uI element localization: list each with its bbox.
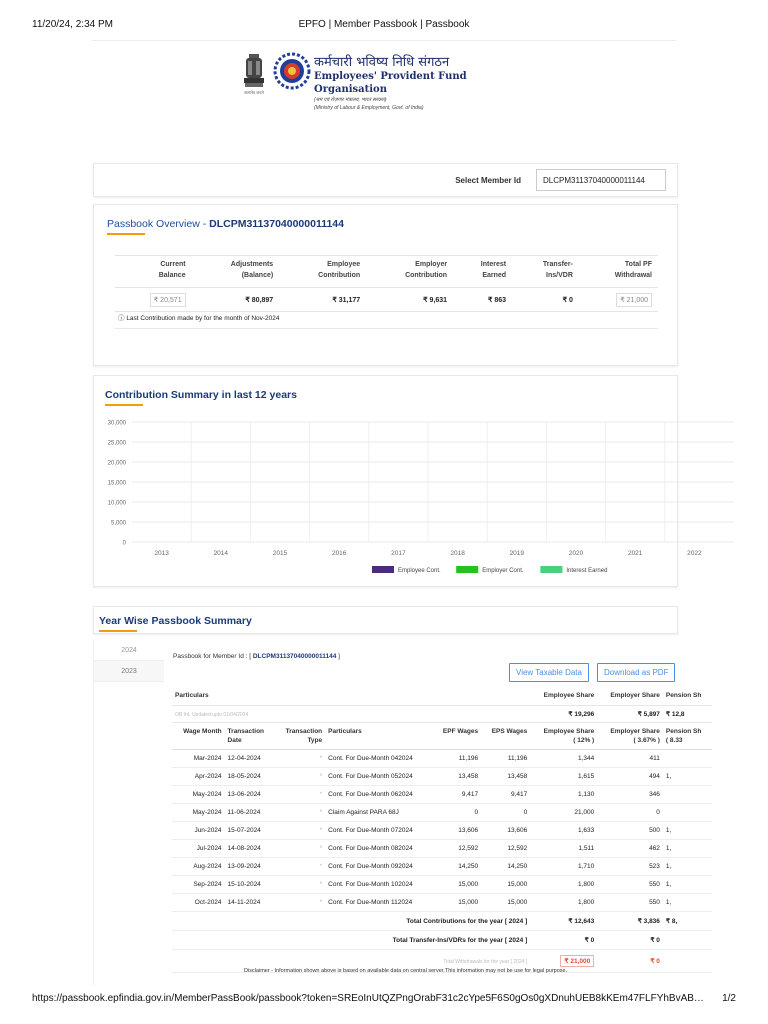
member-id-label: Select Member Id	[455, 176, 521, 185]
cell-transaction-date: 12-04-2024	[225, 750, 275, 768]
y-tick-label: 10,000	[107, 500, 126, 507]
col-eps-wages: EPS Wages	[481, 723, 530, 750]
cell-wage-month: Oct-2024	[172, 894, 225, 912]
info-icon: ⓘ	[118, 315, 125, 322]
title-underline	[99, 630, 137, 632]
print-header	[32, 19, 736, 33]
employer-contribution-value: ₹ 9,631	[366, 288, 453, 312]
cell-transaction-date: 14-08-2024	[225, 840, 275, 858]
cell-employer-share: 494	[597, 768, 663, 786]
cell-employer-share: 500	[597, 822, 663, 840]
cell-wage-month: Jun-2024	[172, 822, 225, 840]
x-tick-label: 2013	[154, 550, 169, 557]
cell-pension-share: 1,	[663, 858, 712, 876]
cell-epf-wages: 13,606	[432, 822, 481, 840]
legend-swatch	[540, 566, 562, 573]
cell-particulars: Cont. For Due-Month 062024	[325, 786, 432, 804]
cell-employer-share: 462	[597, 840, 663, 858]
total-contrib-employee: ₹ 12,643	[530, 912, 597, 931]
overview-header: Transfer- Ins/VDR	[512, 256, 579, 288]
logo-subtitle-english: (Ministry of Labour & Employment, Govt. of India)	[314, 105, 424, 111]
header-divider	[92, 40, 676, 41]
print-footer	[32, 993, 736, 1004]
total-withdrawals-label: Total Withdrawals for the year [ 2024 ]	[443, 958, 528, 965]
epfo-seal-icon	[274, 53, 310, 89]
y-tick-label: 25,000	[107, 440, 126, 447]
summary-header-employer-share: Employer Share	[597, 686, 663, 706]
x-tick-label: 2018	[450, 550, 465, 557]
pf-withdrawal-value: ₹ 21,000	[579, 288, 658, 312]
y-tick-label: 0	[122, 540, 126, 547]
cell-transaction-type: *	[275, 822, 325, 840]
total-transfers-label: Total Transfer-Ins/VDRs for the year [ 2024 ]	[172, 931, 530, 950]
passbook-table	[172, 686, 712, 973]
cell-wage-month: May-2024	[172, 804, 225, 822]
cell-transaction-type: *	[275, 804, 325, 822]
cell-employee-share: 1,710	[530, 858, 597, 876]
employee-contribution-value: ₹ 31,177	[279, 288, 366, 312]
cell-employer-share: 0	[597, 804, 663, 822]
cell-particulars: Cont. For Due-Month 052024	[325, 768, 432, 786]
overview-member-id: DLCPM31137040000011144	[209, 218, 344, 230]
cell-pension-share: 1,	[663, 840, 712, 858]
ob-employee-share: ₹ 19,296	[530, 706, 597, 723]
total-transfer-employee: ₹ 0	[530, 931, 597, 950]
yearwise-title	[99, 615, 252, 632]
total-withdraw-employee: ₹ 21,000	[530, 950, 597, 973]
current-balance-value: ₹ 20,571	[115, 288, 192, 312]
cell-wage-month: Apr-2024	[172, 768, 225, 786]
adjustments-value: ₹ 80,897	[192, 288, 280, 312]
col-employee-share: Employee Share ( 12% )	[530, 723, 597, 750]
overview-header: Employer Contribution	[366, 256, 453, 288]
x-tick-label: 2016	[331, 550, 347, 557]
cell-transaction-date: 11-06-2024	[225, 804, 275, 822]
overview-header: Interest Earned	[453, 256, 512, 288]
legend-label: Employee Cont.	[398, 568, 441, 574]
contribution-summary-card	[93, 375, 702, 587]
passbook-rows	[172, 750, 712, 912]
col-employer-share: Employer Share ( 3.67% )	[597, 723, 663, 750]
cell-particulars: Cont. For Due-Month 082024	[325, 840, 432, 858]
cell-eps-wages: 9,417	[481, 786, 530, 804]
print-page-number: 1/2	[722, 993, 736, 1004]
cell-particulars: Cont. For Due-Month 102024	[325, 876, 432, 894]
cell-employee-share: 1,800	[530, 876, 597, 894]
yearwise-title-text: Year Wise Passbook Summary	[99, 615, 252, 627]
logo-english-line1: Employees' Provident Fund	[314, 71, 467, 82]
table-row	[172, 750, 712, 768]
cell-wage-month: Mar-2024	[172, 750, 225, 768]
cell-eps-wages: 0	[481, 804, 530, 822]
col-epf-wages: EPF Wages	[432, 723, 481, 750]
x-tick-label: 2021	[627, 550, 643, 557]
total-contrib-pension: ₹ 8,	[663, 912, 712, 931]
x-tick-label: 2022	[687, 550, 702, 557]
legend-swatch	[372, 566, 394, 573]
disclaimer: Disclaimer - Information shown above is based on available data on central server.This information may not be use for legal purpose.	[244, 968, 568, 974]
col-transaction-type: Transaction Type	[275, 723, 325, 750]
y-tick-label: 20,000	[107, 460, 126, 467]
table-row	[172, 786, 712, 804]
cell-wage-month: Sep-2024	[172, 876, 225, 894]
col-pension-share: Pension Sh ( 8.33	[663, 723, 712, 750]
cell-transaction-date: 13-06-2024	[225, 786, 275, 804]
chart-title-text: Contribution Summary in last 12 years	[105, 389, 297, 401]
print-datetime: 11/20/24, 2:34 PM	[32, 19, 113, 30]
cell-employee-share: 1,633	[530, 822, 597, 840]
table-row	[172, 840, 712, 858]
cell-epf-wages: 15,000	[432, 894, 481, 912]
title-underline	[105, 404, 143, 406]
cell-transaction-type: *	[275, 768, 325, 786]
passbook-member-id: DLCPM31137040000011144	[252, 653, 337, 660]
transfer-ins-value: ₹ 0	[512, 288, 579, 312]
emblem-caption: सत्यमेव जयते	[244, 90, 264, 95]
x-tick-label: 2020	[568, 550, 584, 557]
cell-eps-wages: 13,606	[481, 822, 530, 840]
cell-particulars: Cont. For Due-Month 092024	[325, 858, 432, 876]
cell-particulars: Cont. For Due-Month 072024	[325, 822, 432, 840]
cell-pension-share	[663, 786, 712, 804]
passbook-member-label: Passbook for Member Id : [ DLCPM31137040000011144 ]	[173, 653, 340, 660]
print-page-title: EPFO | Member Passbook | Passbook	[298, 19, 470, 30]
cell-pension-share: 1,	[663, 876, 712, 894]
summary-header-pension-share: Pension Sh	[663, 686, 712, 706]
x-tick-label: 2014	[213, 550, 229, 557]
cell-eps-wages: 15,000	[481, 894, 530, 912]
ob-pension-share: ₹ 12,8	[663, 706, 712, 723]
cell-eps-wages: 12,592	[481, 840, 530, 858]
logo-english-line2: Organisation	[314, 84, 387, 95]
cell-eps-wages: 11,196	[481, 750, 530, 768]
cell-transaction-type: *	[275, 858, 325, 876]
cell-pension-share	[663, 750, 712, 768]
cell-employer-share: 550	[597, 894, 663, 912]
cell-eps-wages: 15,000	[481, 876, 530, 894]
cell-employer-share: 523	[597, 858, 663, 876]
cell-transaction-type: *	[275, 876, 325, 894]
cell-transaction-type: *	[275, 840, 325, 858]
cell-epf-wages: 9,417	[432, 786, 481, 804]
passbook-overview-card	[93, 204, 678, 366]
table-row	[172, 876, 712, 894]
overview-header: Employee Contribution	[279, 256, 366, 288]
table-row	[172, 894, 712, 912]
year-tabs	[94, 640, 164, 682]
overview-header: Adjustments (Balance)	[192, 256, 280, 288]
cell-wage-month: Jul-2024	[172, 840, 225, 858]
cell-eps-wages: 14,250	[481, 858, 530, 876]
yearwise-card	[93, 606, 678, 634]
cell-epf-wages: 11,196	[432, 750, 481, 768]
cell-wage-month: Aug-2024	[172, 858, 225, 876]
cell-epf-wages: 0	[432, 804, 481, 822]
cell-pension-share	[663, 804, 712, 822]
legend-label: Employer Cont.	[482, 568, 524, 574]
tab-2024[interactable]: 2024	[94, 640, 164, 661]
cell-transaction-type: *	[275, 894, 325, 912]
cell-employee-share: 1,130	[530, 786, 597, 804]
cell-epf-wages: 14,250	[432, 858, 481, 876]
cell-transaction-type: *	[275, 750, 325, 768]
cell-pension-share: 1,	[663, 822, 712, 840]
total-contrib-employer: ₹ 3,836	[597, 912, 663, 931]
cell-wage-month: May-2024	[172, 786, 225, 804]
view-taxable-data-button[interactable]: View Taxable Data	[509, 663, 589, 682]
overview-header: Total PF Withdrawal	[579, 256, 658, 288]
passbook-table-wrap	[172, 686, 702, 973]
member-select-card	[93, 163, 678, 197]
last-contribution-note	[118, 313, 280, 322]
overview-title	[107, 218, 344, 235]
print-url: https://passbook.epfindia.gov.in/MemberPassBook/passbook?token=SREoInUtQZPngOrabF31c2cYpe5F6S0gOs0gXDnuhUEB8kKEm47FLFYhBvAB…	[32, 993, 704, 1004]
overview-title-prefix: Passbook Overview -	[107, 218, 210, 230]
cell-particulars: Claim Against PARA 68J	[325, 804, 432, 822]
divider	[115, 328, 658, 329]
col-wage-month: Wage Month	[172, 723, 225, 750]
tab-2023[interactable]: 2023	[94, 661, 164, 682]
cell-particulars: Cont. For Due-Month 042024	[325, 750, 432, 768]
cell-transaction-date: 15-07-2024	[225, 822, 275, 840]
summary-header-particulars: Particulars	[172, 686, 530, 706]
cell-epf-wages: 13,458	[432, 768, 481, 786]
col-particulars: Particulars	[325, 723, 432, 750]
total-withdraw-employer: ₹ 0	[597, 950, 663, 973]
col-transaction-date: Transaction Date	[225, 723, 275, 750]
cell-epf-wages: 12,592	[432, 840, 481, 858]
cell-transaction-date: 13-09-2024	[225, 858, 275, 876]
chart-title	[105, 389, 297, 406]
table-row	[172, 822, 712, 840]
cell-transaction-date: 18-05-2024	[225, 768, 275, 786]
cell-pension-share: 1,	[663, 894, 712, 912]
cell-employee-share: 1,800	[530, 894, 597, 912]
summary-header-employee-share: Employee Share	[530, 686, 597, 706]
legend-swatch	[456, 566, 478, 573]
cell-transaction-date: 15-10-2024	[225, 876, 275, 894]
x-tick-label: 2017	[391, 550, 406, 557]
cell-particulars: Cont. For Due-Month 112024	[325, 894, 432, 912]
member-id-select[interactable]: DLCPM31137040000011144	[536, 169, 666, 191]
cell-eps-wages: 13,458	[481, 768, 530, 786]
overview-header: Current Balance	[115, 256, 192, 288]
table-row	[172, 804, 712, 822]
national-emblem-icon	[240, 52, 268, 94]
cell-employee-share: 21,000	[530, 804, 597, 822]
title-underline	[107, 233, 145, 235]
cell-transaction-date: 14-11-2024	[225, 894, 275, 912]
y-tick-label: 30,000	[107, 420, 126, 427]
total-contributions-label: Total Contributions for the year [ 2024 ]	[172, 912, 530, 931]
y-tick-label: 5,000	[110, 520, 126, 527]
table-row	[172, 768, 712, 786]
table-row	[172, 858, 712, 876]
cell-transaction-type: *	[275, 786, 325, 804]
interest-earned-value: ₹ 863	[453, 288, 512, 312]
last-contribution-text: Last Contribution made by for the month of Nov-2024	[126, 315, 280, 322]
cell-employer-share: 550	[597, 876, 663, 894]
download-pdf-button[interactable]: Download as PDF	[597, 663, 675, 682]
x-tick-label: 2015	[272, 550, 288, 557]
cell-employee-share: 1,344	[530, 750, 597, 768]
epfo-logo	[240, 50, 540, 120]
cell-employer-share: 411	[597, 750, 663, 768]
cell-employee-share: 1,511	[530, 840, 597, 858]
ob-label: OB Int. Updated upto 01/04/2024	[175, 711, 249, 718]
contribution-chart	[94, 416, 734, 588]
cell-pension-share: 1,	[663, 768, 712, 786]
cell-employer-share: 346	[597, 786, 663, 804]
logo-hindi: कर्मचारी भविष्य निधि संगठन	[314, 55, 450, 70]
x-tick-label: 2019	[509, 550, 525, 557]
ob-employer-share: ₹ 5,897	[597, 706, 663, 723]
passbook-area	[93, 640, 702, 985]
y-tick-label: 15,000	[107, 480, 126, 487]
cell-epf-wages: 15,000	[432, 876, 481, 894]
overview-table	[115, 255, 658, 312]
total-transfer-employer: ₹ 0	[597, 931, 663, 950]
cell-employee-share: 1,615	[530, 768, 597, 786]
legend-label: Interest Earned	[566, 568, 608, 574]
logo-subtitle-hindi: (श्रम एवं रोज़गार मंत्रालय, भारत सरकार)	[314, 97, 387, 103]
